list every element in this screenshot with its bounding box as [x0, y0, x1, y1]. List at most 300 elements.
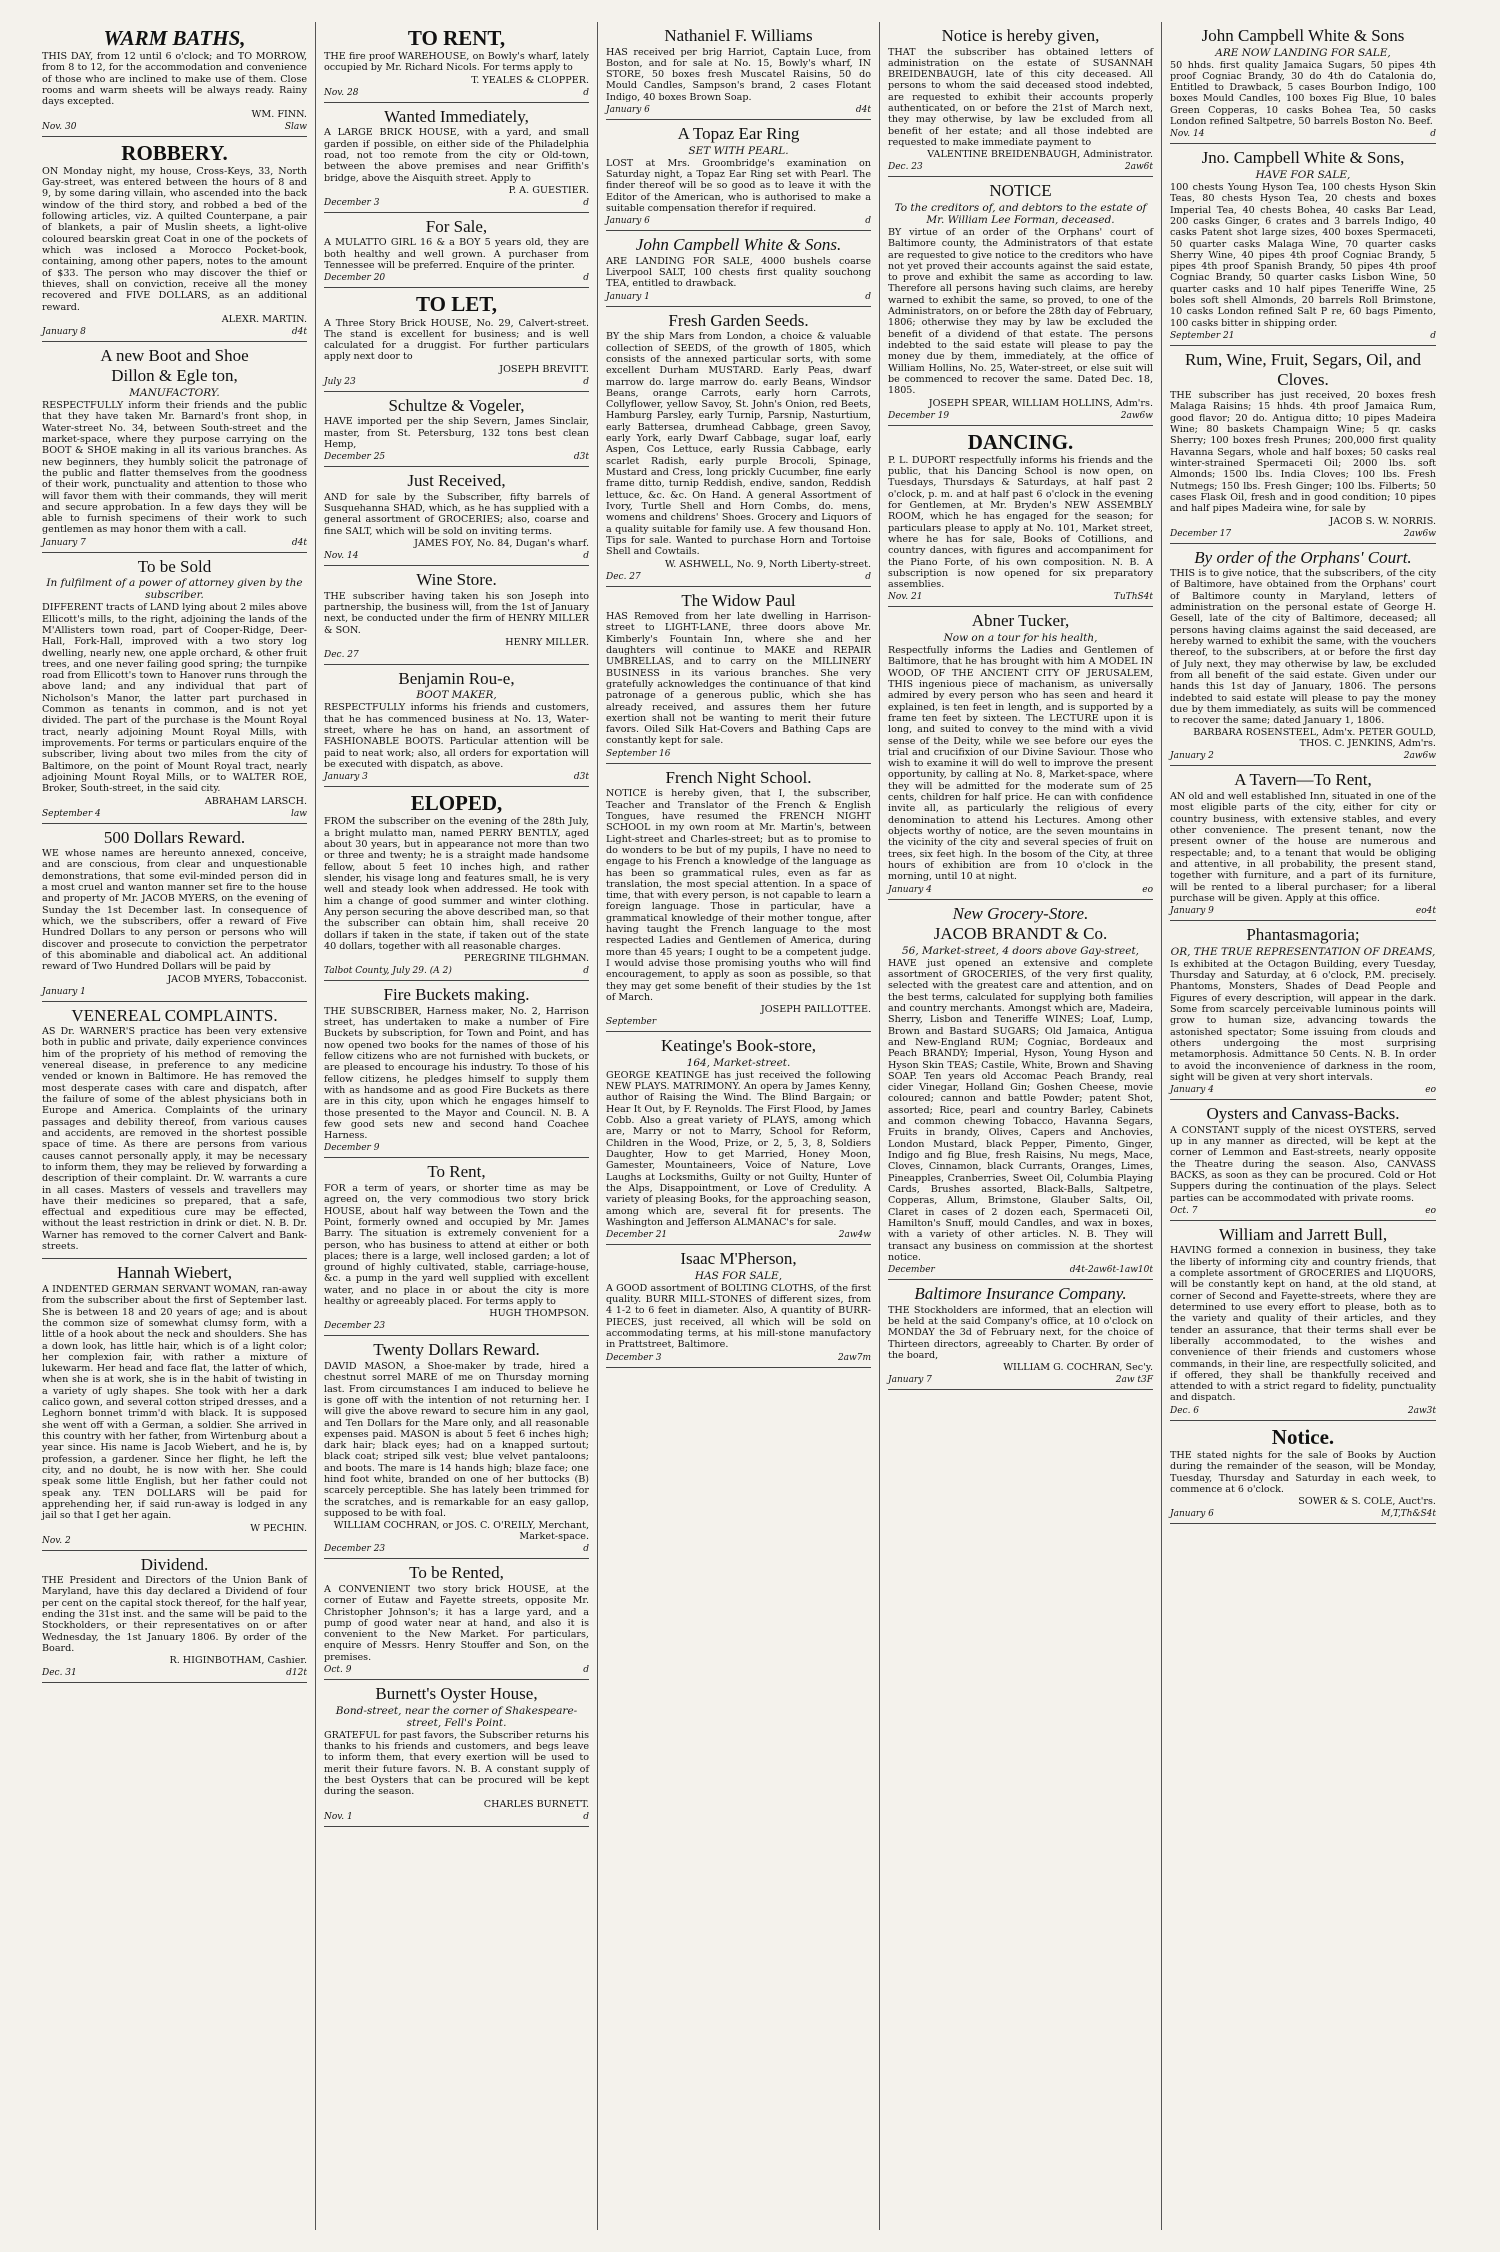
ad-footer: [324, 377, 589, 387]
ad-footer: [42, 1536, 307, 1546]
ad-date: January 4: [888, 884, 932, 895]
ad-footer: [606, 572, 871, 582]
advertisement: [324, 665, 589, 787]
ad-code: TuThS4t: [1113, 592, 1153, 603]
ad-headline: John Campbell White & Sons.: [635, 235, 842, 255]
ad-footer: [1170, 1085, 1436, 1095]
ad-date: December 17: [1170, 528, 1232, 539]
ad-body: ARE LANDING FOR SALE, 4000 bushels coarse Liverpool SALT, 100 chests first quality souchong TEA, entitled to drawback.: [606, 255, 871, 290]
ad-footer: [324, 88, 589, 98]
ad-signature: JOSEPH PAILLOTTEE.: [760, 1004, 871, 1016]
ad-date: January 1: [606, 291, 650, 302]
advertisement: [1170, 1221, 1436, 1421]
ad-date: September: [606, 1017, 657, 1028]
advertisement: [888, 1280, 1153, 1390]
ad-date: January 9: [1170, 906, 1214, 917]
ad-body: A MULATTO GIRL 16 & a BOY 5 years old, they are both healthy and well grown. A purchaser from Tennessee will be preferred. Enquire of the printer.: [324, 237, 589, 272]
ad-code: d12t: [286, 1668, 307, 1679]
ad-code: d4t-2aw6t-1aw10t: [1069, 1265, 1153, 1276]
ad-code: d: [583, 87, 589, 98]
advertisement: [324, 288, 589, 391]
ad-footer: [1170, 331, 1436, 341]
advertisement: [888, 177, 1153, 425]
ad-date: Dec. 27: [606, 571, 641, 582]
ad-footer: [606, 216, 871, 226]
ad-date: December 19: [888, 410, 950, 421]
advertisement: [42, 1002, 307, 1260]
ad-signature: W PECHIN.: [250, 1522, 307, 1534]
advertisement: [324, 1680, 589, 1826]
ad-body: LOST at Mrs. Groombridge's examination on Saturday night, a Topaz Ear Ring set with Pearl. The finder thereof will be so good as to leave it with the Editor of the American, who is authorised to make a suitable compensation therefor if required.: [606, 157, 871, 214]
ad-headline: ELOPED,: [410, 791, 503, 816]
ad-body: HAVING formed a connexion in business, they take the liberty of informing city and country friends, that a complete assortment of GROCERIES and LIQUORS, will be constantly kept on hand, at the old stand, at corner of Second and Fayette-streets, where they are determined to use every effort to please, both as to the variety and quality of their articles, and they tender an assurance, that their terms shall ever be liberally accommodated, to the wishes and convenience of their friends and customers whose commands, in their line, are respectfully solicited, and if offered, they shall be thankfully received and attended to with a strict regard to fidelity, punctuality and dispatch.: [1170, 1245, 1436, 1404]
ad-date: January 7: [42, 537, 86, 548]
ad-date: Nov. 14: [1170, 129, 1205, 140]
ad-date: Oct. 9: [324, 1665, 352, 1676]
ad-signature: JAMES FOY, No. 84, Dugan's wharf.: [414, 538, 589, 550]
ad-footer: [888, 592, 1153, 602]
ad-body: A Three Story Brick HOUSE, No. 29, Calvert-street. The stand is excellent for business; and is well calculated for a druggist. For further particulars apply next door to: [324, 317, 589, 363]
advertisement: [324, 1158, 589, 1336]
ad-footer: [1170, 1509, 1436, 1519]
ad-date: January 8: [42, 326, 86, 337]
ad-date: December 23: [324, 1544, 386, 1555]
advertisement: [324, 1336, 589, 1559]
advertisement: [42, 553, 307, 824]
ad-body: A CONSTANT supply of the nicest OYSTERS, served up in any manner as directed, will be kept at the corner of Lemmon and East-streets, nearly opposite the Theatre during the season. Also, CANVASS BACKS, as soon as they can be procured. Cold or Hot Suppers during the continuation of the plays. Select parties can be accommodated with private rooms.: [1170, 1124, 1436, 1204]
ad-signature: JACOB MYERS, Tobacconist.: [167, 973, 307, 985]
ad-footer: [324, 1665, 589, 1675]
ad-body: 50 hhds. first quality Jamaica Sugars, 50 pipes 4th proof Cogniac Brandy, 30 do 4th do Catalonia do, Entitled to Drawback, 5 cases Bourbon Indigo, 100 boxes Mould Candles, 100 boxes Fig Blue, 10 bales Green Copperas, 10 casks Bohea Tea, 50 casks London refined Saltpetre, 50 barrels Boston No. Beef.: [1170, 59, 1436, 128]
ad-code: d: [583, 966, 589, 977]
advertisement: [324, 566, 589, 665]
ad-date: December 3: [324, 197, 380, 208]
ad-date: January 2: [1170, 751, 1214, 762]
ad-headline: Notice.: [1271, 1424, 1335, 1449]
advertisement: [324, 103, 589, 213]
ad-date: Dec. 23: [888, 162, 923, 173]
ad-subtitle: Now on a tour for his health,: [943, 632, 1098, 645]
ad-signature: WILLIAM G. COCHRAN, Sec'y.: [1003, 1362, 1153, 1374]
ad-date: December 3: [606, 1352, 662, 1363]
ad-footer: [324, 273, 589, 283]
ad-signature: SOWER & S. COLE, Auct'rs.: [1298, 1496, 1436, 1508]
ad-subtitle: SET WITH PEARL.: [688, 144, 789, 157]
ad-body: P. L. DUPORT respectfully informs his friends and the public, that his Dancing School is now open, on Tuesdays, Thursdays & Saturdays, at half past 2 o'clock, p. m. and at half past 6 o'clock in the evening for Gentlemen, at Mr. Bryden's NEW ASSEMBLY ROOM, which he has engaged for the season; for particulars please to apply at No. 101, Market street, where he has for sale, Books of Cotillions, and country dances, with figures and accompaniment for the Piano Forte, of his own composition. N. B. A subscription is now opened for six preparatory assemblies.: [888, 454, 1153, 591]
advertisement: [888, 426, 1153, 608]
ad-date: December 9: [324, 1143, 380, 1154]
advertisement: [324, 22, 589, 103]
ad-code: d3t: [573, 452, 589, 463]
ad-body: THE stated nights for the sale of Books by Auction during the remainder of the season, will be Monday, Tuesday, Thursday and Saturday in each week, to commence at 6 o'clock.: [1170, 1449, 1436, 1495]
ad-body: THE SUBSCRIBER, Harness maker, No. 2, Harrison street, has undertaken to make a number of Fire Buckets by subscription, for Town and Point, and has now opened two books for the names of those of his fellow citizens who are not furnished with buckets, or are pleased to encourage his industry. To those of his fellow citizens, he pledges himself to supply them with as handsome and as good Fire Buckets as there are in this city, upon which he engages himself to those presented to the Mayor and Council. N. B. A few good sets new and second hand Coachee Harness.: [324, 1005, 589, 1142]
ad-headline: The Widow Paul: [681, 590, 796, 610]
advertisement: [606, 22, 871, 120]
ad-body: DIFFERENT tracts of LAND lying about 2 miles above Ellicott's mills, to the right, adjoining the lands of the M'Allisters town road, part of Cooper-Ridge, Deer-Hall, Fork-Hall, improved with a two story log dwelling, nearly new, one apple orchard, & other fruit trees, and one never failing good spring; the turnpike road from Ellicott's town to Hanover runs through the above land; and any individual that part of Nicholson's Manor, the latter part purchased in Common as tenants in common, and is not yet divided. The part of the purchase is the Mount Royal tract, nearly adjoining Mount Royal Mills, with improvements. For terms or particulars enquire of the subscriber, living about two miles from the city of Baltimore, on the point of Mount Royal tract, nearly adjoining Mount Royal Mills, or to WALTER ROE, Broker, South-street, in the said city.: [42, 602, 307, 795]
ad-body: NOTICE is hereby given, that I, the subscriber, Teacher and Translator of the French & English Tongues, have resumed the FRENCH NIGHT SCHOOL in my own room at Mr. Martin's, between Light-street and Charles-street; but as to promise to do wonders to be but of my pupils, I have no need to engage to his French a knowledge of the language as has been so grammatical rules, even as far as translation, the most special attention. In a space of time, that with every person, is not capable to learn a foreign language. Those in particular, have a grammatical knowledge of their mother tongue, after having taught the French language to the most respected Ladies and Gentlemen of America, during more than 45 years; I ought to be a competent judge. I would advise those promising youths who will find encouragement, to apply as soon as possible, so that they may get some benefit of their studies by the 1st of March.: [606, 788, 871, 1003]
ad-code: d: [1430, 129, 1436, 140]
ad-signature: WILLIAM COCHRAN, or JOS. C. O'REILY, Merchant, Market-space.: [333, 1520, 589, 1543]
ad-footer: [42, 809, 307, 819]
column-1: [34, 22, 316, 2230]
ad-footer: [324, 551, 589, 561]
ad-footer: [42, 122, 307, 132]
ad-body: THE subscriber having taken his son Joseph into partnership, the business will, from the 1st of January next, be conducted under the firm of HENRY MILLER & SON.: [324, 590, 589, 636]
ad-headline: Just Received,: [407, 471, 506, 491]
ad-code: 2aw t3F: [1115, 1375, 1153, 1386]
ad-code: d3t: [573, 772, 589, 783]
ad-code: d: [1430, 331, 1436, 342]
ad-headline: ROBBERY.: [121, 140, 228, 165]
ad-date: Dec. 27: [324, 649, 359, 660]
ad-footer: [606, 749, 871, 759]
ad-headline: Schultze & Vogeler,: [388, 395, 525, 415]
ad-headline: A Tavern—To Rent,: [1234, 770, 1372, 790]
ad-footer: [42, 538, 307, 548]
ad-code: d: [583, 1665, 589, 1676]
ad-headline: To be Sold: [137, 556, 212, 576]
ad-headline: To be Rented,: [409, 1563, 504, 1583]
ad-headline: TO LET,: [416, 292, 497, 317]
ad-headline: 500 Dollars Reward.: [103, 827, 246, 847]
ad-body: FROM the subscriber on the evening of the 28th July, a bright mulatto man, named PERRY BENTLY, aged about 30 years, but in appearance not more than two or three and twenty; he is a straight made handsome fellow, about 5 feet 10 inches high, and rather slender, his visage long and features small, he is very well and steady look when addressed. He took with him a change of good summer and winter clothing. Any person securing the above described man, so that the subscriber can obtain him, shall receive 20 dollars if taken in the state, if taken out of the state 40 dollars, together with all reasonable charges.: [324, 816, 589, 952]
ad-footer: [324, 1321, 589, 1331]
advertisement: [42, 137, 307, 342]
ad-body: BY the ship Mars from London, a choice & valuable collection of SEEDS, of the growth of 1805, which consists of the annexed particular sorts, with some excellent Durham MUSTARD. Early Peas, dwarf marrow do. large marrow do. early Beans, Windsor Beans, orange Carrots, early horn Carrots, Collyflower, yellow Savoy, St. John's Onion, red Beets, Hamburg Parsley, early Turnip, Parsnip, Nasturtium, early Battersea, drumhead Cabbage, green Savoy, early York, early Dwarf Cabbage, sugar loaf, early Aspen, Cos Lettuce, early Russia Cabbage, early scarlet Radish, early purple Brocoli, Spinage, Mustard and Cress, long prickly Cucumber, fine early frame ditto, turnip Reddish, endive, sandon, Reddish lettuce, &c. &c. On Hand. A general Assortment of Ivory, Turtle Shell and Horn Combs, do. mens, womens and childrens' Shoes. Grocery and Liquors of a quality suitable for family use. A few thousand Hon. Tips for sale. Wanted to purchase Horn and Tortoise Shell and Cowtails.: [606, 331, 871, 558]
ad-body: BY virtue of an order of the Orphans' court of Baltimore county, the Administrators of that estate are requested to give notice to the creditors who have not yet proved their accounts against the said estate, to prove and exhibit the same as according to law. Therefore all persons having such claims, are hereby warned to exhibit the same, so proved, to one of the Administrators, on or before the 28th day of February, 1806; otherwise they may by law be excluded the benefit of a dividend of that estate. The persons indebted to the said estate will please to pay the money due by them, immediately, at the office of William Hollins, No. 25, Water-street, or else suit will be commenced to recover the same. Dated Dec. 18, 1805.: [888, 226, 1153, 397]
ad-code: d: [583, 273, 589, 284]
ad-code: d4t: [291, 537, 307, 548]
advertisement: [1170, 1421, 1436, 1524]
ad-body: FOR a term of years, or shorter time as may be agreed on, the very commodious two story brick HOUSE, about half way between the Town and the Point, formerly owned and occupied by Mr. James Barry. The situation is extremely convenient for a person, who has business to attend at either or both places; there is a large, well inclosed garden; a lot of ground of highly cultivated, stable, carriage-house, &c. a pump in the yard well supplied with excellent water, and no place in or about the city is more healthy or agreeably placed. For terms apply to: [324, 1182, 589, 1308]
ad-date: December 21: [606, 1230, 668, 1241]
ad-code: d4t: [291, 326, 307, 337]
advertisement: [606, 1032, 871, 1245]
ad-body: THE fire proof WAREHOUSE, on Bowly's wharf, lately occupied by Mr. Richard Nicols. For terms apply to: [324, 51, 589, 74]
ad-subtitle: 56, Market-street, 4 doors above Gay-street,: [901, 944, 1139, 957]
ad-body: AS Dr. WARNER'S practice has been very extensive both in public and private, daily experience convinces him of the propriety of his method of removing the venereal disease, in preference to any medicine vended or known in Baltimore. He has removed the most desperate cases with care and dispatch, after the failure of some of the ablest physicians both in Europe and America. Complaints of the urinary passages and debility thereof, from various causes and accidents, are removed in the shortest possible space of time. As there are persons from various causes cannot personally apply, it may be necessary to inform them, they may be relieved by forwarding a description of their complaint. Dr. W. warrants a cure in all cases. Masters of vessels and travellers may have their medicines so prepared, that a safe, effectual and expeditious cure may be effected, without the least restriction in drink or diet. N. B. Dr. Warner has removed to the corner Calvert and Bank-streets.: [42, 1026, 307, 1253]
advertisement: [42, 824, 307, 1002]
ad-footer: [606, 1017, 871, 1027]
ad-footer: [888, 1265, 1153, 1275]
ad-footer: [324, 1143, 589, 1153]
ad-date: December 23: [324, 1321, 386, 1332]
ad-date: Nov. 28: [324, 87, 359, 98]
advertisement: [606, 1245, 871, 1367]
ad-footer: [42, 987, 307, 997]
advertisement: [324, 787, 589, 981]
ad-signature: JOSEPH SPEAR, WILLIAM HOLLINS, Adm'rs.: [928, 397, 1153, 409]
ad-code: d: [583, 1811, 589, 1822]
newspaper-page: [34, 22, 1466, 2230]
ad-headline: TO RENT,: [407, 26, 506, 50]
ad-code: d: [865, 216, 871, 227]
ad-body: THE subscriber has just received, 20 boxes fresh Malaga Raisins; 15 hhds. 4th proof Jamaica Rum, good flavor; 20 do. Antigua ditto; 10 pipes Madeira Wine; 80 baskets Champaign Wine; 5 qr. casks Sherry; 100 boxes fresh Prunes; 200,000 first quality Havanna Segars, whole and half boxes; 50 casks real winter-strained Spermaceti Oil; 2000 lbs. soft Almonds; 1500 lbs. India Cloves; 100 lbs. Fresh Nutmegs; 150 lbs. Fresh Ginger; 100 lbs. Filberts; 50 cases Flask Oil, fresh and in good condition; 10 pipes and half pipes Madeira wine, for sale by: [1170, 390, 1436, 515]
ad-headline: William and Jarrett Bull,: [1218, 1224, 1388, 1244]
advertisement: [1170, 921, 1436, 1100]
advertisement: [1170, 346, 1436, 544]
ad-code: 2aw3t: [1407, 1405, 1436, 1416]
ad-body: A GOOD assortment of BOLTING CLOTHS, of the first quality. BURR MILL-STONES of different sizes, from 4 1-2 to 6 feet in diameter. Also, A quantity of BURR-PIECES, just received, all which will be sold on accommodating terms, at his mill-stone manufactory in Prattstreet, Baltimore.: [606, 1282, 871, 1351]
advertisement: [606, 231, 871, 306]
ad-subtitle: MANUFACTORY.: [129, 387, 220, 399]
ad-headline: Burnett's Oyster House,: [375, 1684, 538, 1704]
ad-code: law: [291, 808, 307, 819]
ad-footer: [324, 1544, 589, 1554]
ad-signature: P. A. GUESTIER.: [508, 184, 589, 196]
ad-subtitle: HAS FOR SALE,: [694, 1269, 783, 1282]
ad-footer: [1170, 906, 1436, 916]
column-3: [598, 22, 880, 2230]
ad-code: M,T,Th&S4t: [1381, 1509, 1436, 1520]
advertisement: [888, 900, 1153, 1281]
ad-signature: ABRAHAM LARSCH.: [204, 795, 307, 807]
ad-headline: To Rent,: [427, 1162, 486, 1182]
ad-headline: Benjamin Rou-e,: [398, 668, 515, 688]
advertisement: [1170, 766, 1436, 921]
ad-code: d: [865, 571, 871, 582]
ad-body: GEORGE KEATINGE has just received the following NEW PLAYS. MATRIMONY. An opera by James Kenny, author of Raising the Wind. The Blind Bargain; or Hear It Out, by F. Reynolds. The First Flood, by James Cobb. Also a great variety of PLAYS, among which are, Marry or not to Marry, School for Reform, Children in the Wood, Prize, or 2, 5, 3, 8, Soldiers Daughter, How to get Married, Honey Moon, Gamester, Mountaineers, Voice of Nature, Love Laughs at Locksmiths, Guilty or not Guilty, Hunter of the Alps, Disappointment, or Love of Credulity. A variety of pleasing Books, for the approaching season, among which are, several fit for presents. The Washington and Jefferson ALMANAC's for sale.: [606, 1069, 871, 1228]
ad-body: THE Stockholders are informed, that an election will be held at the said Company's office, at 10 o'clock on MONDAY the 3d of February next, for the choice of Thirteen directors, agreeably to Charter. By order of the board,: [888, 1304, 1153, 1361]
column-4: [880, 22, 1162, 2230]
ad-code: d: [865, 291, 871, 302]
ad-date: Nov. 2: [42, 1535, 71, 1546]
ad-date: Nov. 1: [324, 1811, 353, 1822]
ad-body: DAVID MASON, a Shoe-maker by trade, hired a chestnut sorrel MARE of me on Thursday morning last. From circumstances I am induced to believe he is gone off with the intention of not returning her. I will give the above reward to secure him in any gaol, and Ten Dollars for the Mare only, and all reasonable expenses paid. MASON is about 5 feet 6 inches high; dark hair; black eyes; had on a knapped surtout; black coat; striped silk vest; blue velvet pantaloons; and boots. The mare is 14 hands high; blaze face; one hind foot white, branded on one of her buttocks (B) scarcely perceptible. She has lately been trimmed for the scratches, and is remarkable for an easy gallop, supposed to be with foal.: [324, 1360, 589, 1520]
advertisement: [1170, 144, 1436, 346]
ad-date: January 7: [888, 1375, 932, 1386]
ad-footer: [1170, 129, 1436, 139]
ad-subtitle: Bond-street, near the corner of Shakespeare-street, Fell's Point.: [335, 1704, 578, 1729]
ad-footer: [606, 292, 871, 302]
ad-footer: [324, 452, 589, 462]
ad-body: Respectfully informs the Ladies and Gentlemen of Baltimore, that he has brought with him A MODEL IN WOOD, OF THE ANCIENT CITY OF JERUSALEM, THIS ingenious piece of machanism, as universally admired by every person who has seen and heard it explained, is ten feet in length, and is supported by a frame ten feet by sixteen. The LECTURE upon it is long, and suited to convey to the mind with a vivid sense of the Deity, while we see before our eyes the trial and crucifixion of our Divine Saviour. Those who wish to examine it will do well to improve the present opportunity, by calling at No. 8, Market-space, where they will be admitted for the moderate sum of 25 cents, children for half price. He can with confidence invite all, as particularly the religious of every denomination to attend his Lectures. Among other objects worthy of notice, are the seven mountains in the vicinity of the city and several species of fruit on trees, six feet high. In the bosom of the City, at three hours of exhibition are from 10 o'clock in the morning, until 10 at night.: [888, 645, 1153, 883]
advertisement: [1170, 544, 1436, 767]
ad-body: HAVE imported per the ship Severn, James Sinclair, master, from St. Petersburg, 132 tons best clean Hemp,: [324, 416, 589, 450]
ad-signature: W. ASHWELL, No. 9, North Liberty-street.: [665, 558, 871, 570]
ad-code: d4t: [855, 105, 871, 116]
advertisement: [42, 22, 307, 137]
ad-headline: A Topaz Ear Ring: [677, 124, 800, 144]
ad-headline: By order of the Orphans' Court.: [1194, 547, 1412, 567]
ad-headline: Rum, Wine, Fruit, Segars, Oil, and Cloves.: [1184, 350, 1422, 389]
ad-headline: Isaac M'Pherson,: [680, 1249, 797, 1269]
ad-body: RESPECTFULLY inform their friends and the public that they have taken Mr. Barnard's front shop, in Water-street No. 34, between South-street and the market-space, where they purpose carrying on the BOOT & SHOE making in all its various branches. As new beginners, they humbly solicit the patronage of the public and flatter themselves from the goodness of their work, punctuality and attention to those who will favor them with their commands, they will merit and secure approbation. In a few days they will be able to furnish specimens of their work to such gentlemen as may honor them with a call.: [42, 400, 307, 536]
ad-headline: Oysters and Canvass-Backs.: [1206, 1104, 1400, 1124]
ad-body: WE whose names are hereunto annexed, conceive, and are conscious, from clear and unquestionable demonstrations, that some evil-minded person did in a most cruel and wanton manner set fire to the house and property of Mr. JACOB MYERS, on the evening of Sunday the 1st December last. In consequence of which, we the subscribers, offer a reward of Five Hundred Dollars to any person or persons who will discover and prosecute to conviction the perpetrator of this abominable and diabolical act. An additional reward of Two Hundred Dollars will be paid by: [42, 848, 307, 973]
advertisement: [888, 607, 1153, 899]
ad-code: d: [583, 376, 589, 387]
ad-headline: Nathaniel F. Williams: [664, 26, 813, 45]
ad-signature: HUGH THOMPSON.: [489, 1308, 589, 1320]
ad-body: THIS DAY, from 12 until 6 o'clock; and TO MORROW, from 8 to 12, for the accommodation and convenience of those who are inclined to make use of them. Close rooms and warm sheets will be always ready. Rainy days excepted.: [42, 51, 307, 108]
ad-date: December 20: [324, 273, 386, 284]
ad-headline: Twenty Dollars Reward.: [373, 1340, 540, 1360]
ad-body: HAS received per brig Harriot, Captain Luce, from Boston, and for sale at No. 15, Bowly's wharf, IN STORE, 50 boxes fresh Muscatel Raisins, 50 do Mould Candles, Sampson's brand, 2 cases Flotant Indigo, 40 boxes Brown Soap.: [606, 46, 871, 103]
advertisement: [606, 307, 871, 587]
ad-footer: [606, 105, 871, 115]
ad-date: Dec. 6: [1170, 1405, 1200, 1416]
ad-signature: JACOB S. W. NORRIS.: [1329, 515, 1436, 527]
ad-code: 2aw6w: [1403, 751, 1436, 762]
ad-body: THIS is to give notice, that the subscribers, of the city of Baltimore, have obtained from the Orphans' court of Baltimore county in Maryland, letters of administration on the personal estate of George H. Gesell, late of the city of Baltimore, deceased; all persons having claims against the said deceased, are hereby warned to exhibit the same, with the vouchers thereof, to the subscribers, at or before the first day of July next, they may otherwise by law, be excluded from all benefit of the said estate. Given under our hands this 1st day of January, 1806. The persons indebted to said estate will please to pay the money due by them immediately, as suits will be commenced to recover the same; dated January 1, 1806.: [1170, 568, 1436, 727]
ad-body: A CONVENIENT two story brick HOUSE, at the corner of Eutaw and Fayette streets, opposite Mr. Christopher Johnson's; it has a large yard, and a pump of good water near at hand, and also it is convenient to the New Market. For particulars, enquire of Messrs. Henry Stouffer and Son, on the premises.: [324, 1583, 589, 1663]
ad-subtitle: BOOT MAKER,: [416, 689, 497, 702]
ad-footer: [888, 162, 1153, 172]
ad-date: January 4: [1170, 1085, 1214, 1096]
ad-footer: [324, 650, 589, 660]
ad-body: HAS Removed from her late dwelling in Harrison-street to LIGHT-LANE, three doors above Mr. Kimberly's Fountain Inn, where she and her daughters will continue to MAKE and REPAIR UMBRELLAS, and to carry on the MILLINERY BUSINESS in its various branches. She very gratefully acknowledges the continuance of that kind patronage of a generous public, which she has already received, and assures them her future exertion shall not be wanting to merit their future favors. Oiled Silk Hat-Covers and Bathing Caps are constantly kept for sale.: [606, 611, 871, 747]
ad-footer: [888, 411, 1153, 421]
ad-headline: VENEREAL COMPLAINTS.: [71, 1005, 278, 1025]
ad-signature: ALEXR. MARTIN.: [221, 313, 307, 325]
ad-footer: [1170, 529, 1436, 539]
ad-footer: [888, 885, 1153, 895]
ad-date: Talbot County, July 29. (A 2): [324, 966, 452, 977]
ad-subheadline: Dillon & Egle ton,: [111, 366, 238, 386]
ad-body: AN old and well established Inn, situated in one of the most eligible parts of the city, either for city or country business, with extensive stables, and every other convenience. The present tenant, now the present owner of the house are numerous and respectable; and, to a tenant that would be obliging and attentive, in all probability, the present stand, together with furniture, and a part of its furniture, will be rented to a liberal purchaser; for a liberal purchase will be given. Apply at this office.: [1170, 791, 1436, 904]
ad-date: January 6: [606, 216, 650, 227]
ad-headline: A new Boot and Shoe: [100, 345, 249, 365]
ad-date: September 4: [42, 808, 101, 819]
ad-code: 2aw7m: [837, 1352, 871, 1363]
ad-code: 2aw6w: [1120, 410, 1153, 421]
ad-date: December: [888, 1265, 935, 1276]
ad-subtitle: In fulfilment of a power of attorney given by the subscriber.: [46, 577, 303, 602]
ad-headline: Fire Buckets making.: [383, 985, 530, 1005]
ad-footer: [1170, 1206, 1436, 1216]
ad-signature: BARBARA ROSENSTEEL, Adm'x. PETER GOULD, THOS. C. JENKINS, Adm'rs.: [1193, 727, 1436, 750]
ad-body: A LARGE BRICK HOUSE, with a yard, and small garden if possible, on either side of the Philadelphia road, not too remote from the city or Old-town, between the above premises and near Griffith's bridge, above the Aisquith street. Apply to: [324, 127, 589, 184]
ad-footer: [1170, 751, 1436, 761]
advertisement: [888, 22, 1153, 177]
advertisement: [42, 1259, 307, 1550]
ad-signature: HENRY MILLER.: [505, 636, 589, 648]
column-5: [1162, 22, 1444, 2230]
ad-code: eo: [1425, 1085, 1436, 1096]
advertisement: [1170, 22, 1436, 144]
ad-date: September 21: [1170, 331, 1235, 342]
ad-date: January 6: [606, 105, 650, 116]
ad-subheadline: JACOB BRANDT & Co.: [933, 924, 1108, 944]
ad-code: d: [583, 551, 589, 562]
advertisement: [324, 467, 589, 566]
ad-code: d: [583, 197, 589, 208]
advertisement: [1170, 1100, 1436, 1221]
ad-headline: Baltimore Insurance Company.: [914, 1284, 1127, 1304]
ad-subtitle: ARE NOW LANDING FOR SALE,: [1215, 46, 1391, 59]
ad-footer: [324, 1812, 589, 1822]
ad-headline: For Sale,: [425, 216, 488, 236]
ad-footer: [324, 198, 589, 208]
ad-date: Oct. 7: [1170, 1205, 1198, 1216]
ad-body: A INDENTED GERMAN SERVANT WOMAN, ran-away from the subscriber about the first of September last. She is between 18 and 20 years of age; and is about the common size of somewhat clumsy form, with a little of a hook about the neck and shoulders. She has a down look, has little hair, which is of a light color; her complexion fair, with rather a mixture of lukewarm. Her head and face flat, the latter of which, when she is at work, she is in the habit of twisting in a variety of ugly shapes. She took with her a dark calico gown, and several cotton striped dresses, and a Leghorn bonnet trimm'd with black. It is supposed she went off with a German, a soldier. She arrived in this country with her father, from Wirtenburg about a year since. His name is Jacob Wiebert, and he is, by profession, a gardener. Since her flight, he left the city, and no doubt, he is now with her. She could speak some little English, but her father could not speak any. TEN DOLLARS will be paid for apprehending her, if said run-away is lodged in any jail so that I get her again.: [42, 1283, 307, 1522]
ad-headline: Notice is hereby given,: [941, 26, 1100, 45]
ad-date: Nov. 30: [42, 121, 77, 132]
column-2: [316, 22, 598, 2230]
ad-date: December 25: [324, 452, 386, 463]
ad-headline: French Night School.: [665, 767, 812, 787]
advertisement: [324, 213, 589, 288]
ad-code: eo: [1425, 1205, 1436, 1216]
ad-subtitle: 164, Market-street.: [686, 1056, 791, 1069]
ad-code: 2aw4w: [838, 1230, 871, 1241]
ad-signature: T. YEALES & CLOPPER.: [471, 74, 589, 86]
advertisement: [606, 587, 871, 764]
ad-footer: [42, 1668, 307, 1678]
ad-footer: [606, 1353, 871, 1363]
ad-date: Dec. 31: [42, 1668, 77, 1679]
advertisement: [324, 981, 589, 1158]
ad-date: Nov. 14: [324, 551, 359, 562]
ad-headline: New Grocery-Store.: [952, 903, 1089, 923]
ad-code: 2aw6t: [1124, 162, 1153, 173]
ad-signature: R. HIGINBOTHAM, Cashier.: [169, 1655, 307, 1667]
ad-code: Slaw: [284, 121, 307, 132]
ad-date: January 1: [42, 986, 86, 997]
ad-body: 100 chests Young Hyson Tea, 100 chests Hyson Skin Teas, 80 chests Hyson Tea, 20 chests and boxes Imperial Tea, 40 chests Bohea, 40 casks Bar Lead, 200 casks Ginger, 6 crates and 3 barrels Indigo, 40 casks Patent shot large sizes, 400 boxes Spermaceti, 50 quarter casks Malaga Wine, 70 quarter casks Sherry Wine, 40 pipes 4th proof Cogniac Brandy, 5 pipes 4th proof Spanish Brandy, 50 pipes 4th proof Cogniac Brandy, 50 quarter casks Lisbon Wine, 50 quarter casks and 10 half pipes Teneriffe Wine, 25 boles soft shell Almonds, 20 barrels Roll Brimstone, 10 casks London refined Salt P re, 60 bags Pimento, 100 casks bitter in shipping order.: [1170, 181, 1436, 329]
ad-footer: [888, 1375, 1153, 1385]
ad-headline: Jno. Campbell White & Sons,: [1201, 148, 1405, 168]
advertisement: [606, 120, 871, 231]
ad-headline: Keatinge's Book-store,: [660, 1036, 817, 1056]
ad-signature: WM. FINN.: [251, 108, 307, 120]
ad-date: January 6: [1170, 1509, 1214, 1520]
ad-headline: Wine Store.: [416, 570, 497, 590]
ad-headline: NOTICE: [989, 181, 1052, 201]
ad-body: THAT the subscriber has obtained letters of administration on the estate of SUSANNAH BREIDENBAUGH, late of this city deceased. All persons to whom the said deceased stood indebted, are requested to exhibit their accounts properly authenticated, on or before the 21st of March next, they may otherwise, by law be excluded from all benefit of her estate; and all those indebted are requested to make immediate payment to: [888, 46, 1153, 149]
ad-body: ON Monday night, my house, Cross-Keys, 33, North Gay-street, was entered between the hours of 8 and 9, by some daring villain, who ascended into the back window of the third story, and robbed a bed of the following articles, viz. A quilted Counterpane, a pair of blankets, a pair of Muslin sheets, a light-olive coloured bearskin great Coat in one of the pockets of which was inclosed a Morocco Pocket-book, containing, among other papers, notes to the amount of $33. The person who may discover the thief or thieves, shall on conviction, receive all the money recovered and FIVE DOLLARS, as an additional reward.: [42, 165, 307, 313]
ad-footer: [606, 1230, 871, 1240]
ad-headline: John Campbell White & Sons: [1201, 26, 1405, 45]
ad-signature: JOSEPH BREVITT.: [499, 363, 589, 375]
ad-subtitle: To the creditors of, and debtors to the estate of Mr. William Lee Forman, deceased.: [894, 201, 1147, 226]
ad-code: d: [583, 1544, 589, 1555]
ad-code: 2aw6w: [1403, 528, 1436, 539]
advertisement: [324, 392, 589, 467]
advertisement: [324, 1559, 589, 1680]
advertisement: [606, 764, 871, 1032]
ad-date: July 23: [324, 376, 356, 387]
ad-headline: Fresh Garden Seeds.: [668, 310, 809, 330]
ad-signature: VALENTINE BREIDENBAUGH, Administrator.: [927, 149, 1153, 161]
ad-body: GRATEFUL for past favors, the Subscriber returns his thanks to his friends and customers, and begs leave to inform them, that every exertion will be used to merit their future favors. N. B. A constant supply of the best Oysters that can be procured will be kept during the season.: [324, 1729, 589, 1798]
ad-body: Is exhibited at the Octagon Building, every Tuesday, Thursday and Saturday, at 6 o'clock, P.M. precisely. Phantoms, Monsters, Shades of Dead People and Figures of every description, will appear in the dark. Some from scarcely perceivable luminous points will grow to human size, advancing towards the astonished spectator; Some issuing from clouds and others undergoing the most surprising metamorphosis. Admittance 50 Cents. N. B. In order to avoid the inconvenience of darkness in the room, sight will be given at very short intervals.: [1170, 958, 1436, 1083]
ad-body: RESPECTFULLY informs his friends and customers, that he has commenced business at No. 13, Water-street, where he has on hand, an assortment of FASHIONABLE BOOTS. Particular attention will be paid to neat work; also, all orders for exportation will be executed with dispatch, as above.: [324, 702, 589, 770]
ad-footer: [324, 772, 589, 782]
ad-code: eo: [1142, 884, 1153, 895]
ad-signature: CHARLES BURNETT.: [483, 1798, 589, 1810]
ad-headline: Wanted Immediately,: [384, 106, 529, 126]
advertisement: [42, 1551, 307, 1684]
ad-date: January 3: [324, 772, 368, 783]
ad-headline: Hannah Wiebert,: [116, 1263, 233, 1283]
ad-footer: [42, 327, 307, 337]
ad-date: September 16: [606, 748, 671, 759]
ad-headline: Phantasmagoria;: [1246, 925, 1360, 945]
ad-headline: WARM BATHS,: [103, 26, 246, 50]
ad-footer: [324, 966, 589, 976]
ad-code: eo4t: [1415, 906, 1436, 917]
ad-body: AND for sale by the Subscriber, fifty barrels of Susquehanna SHAD, which, as he has supplied with a general assortment of GROCERIES; also, coarse and fine SALT, which will be sold on inviting terms.: [324, 491, 589, 537]
ad-headline: Abner Tucker,: [971, 611, 1070, 631]
ad-headline: Dividend.: [140, 1554, 209, 1574]
ad-footer: [1170, 1406, 1436, 1416]
ad-signature: PEREGRINE TILGHMAN.: [464, 953, 589, 965]
ad-subtitle: OR, THE TRUE REPRESENTATION OF DREAMS,: [1170, 945, 1436, 958]
ad-headline: DANCING.: [967, 429, 1074, 454]
ad-body: HAVE just opened an extensive and complete assortment of GROCERIES, of the very first quality, selected with the greatest care and attention, and on the best terms, calculated for supplying both families and country merchants. Amongst which are, Madeira, Sherry, Lisbon and Teneriffe WINES; Loaf, Lump, Brown and Bastard SUGARS; Old Jamaica, Antigua and New-England RUM; Cogniac, Bordeaux and Peach BRANDY; Imperial, Hyson, Young Hyson and Hyson Skin TEAS; Castile, White, Brown and Shaving SOAP. Ten years old Accomac Peach Brandy, real cider Vinegar, Holland Gin; Goshen Cheese, movie coloured; cannon and battle Powder; patent Shot, assorted; Rice, pearl and country Barley, Cabinets and common chewing Tobacco, Havanna Segars, Fruits in brandy, Olives, Capers and Anchovies, London Mustard, black Pepper, Pimento, Ginger, Indigo and fig Blue, fresh Raisins, Nu megs, Mace, Cloves, Cinnamon, black Currants, Oranges, Limes, Pineapples, Cranberries, Sweet Oil, Columbia Playing Cards, Brushes assorted, Black-Balls, Saltpetre, Copperas, Allum, Brimstone, Glauber Salts, Oil, Claret in cases of 2 dozen each, Spermaceti Oil, Hamilton's Snuff, mould Candles, and wax in boxes, with a variety of other articles. N. B. They will transact any business on commission at the shortest notice.: [888, 957, 1153, 1263]
